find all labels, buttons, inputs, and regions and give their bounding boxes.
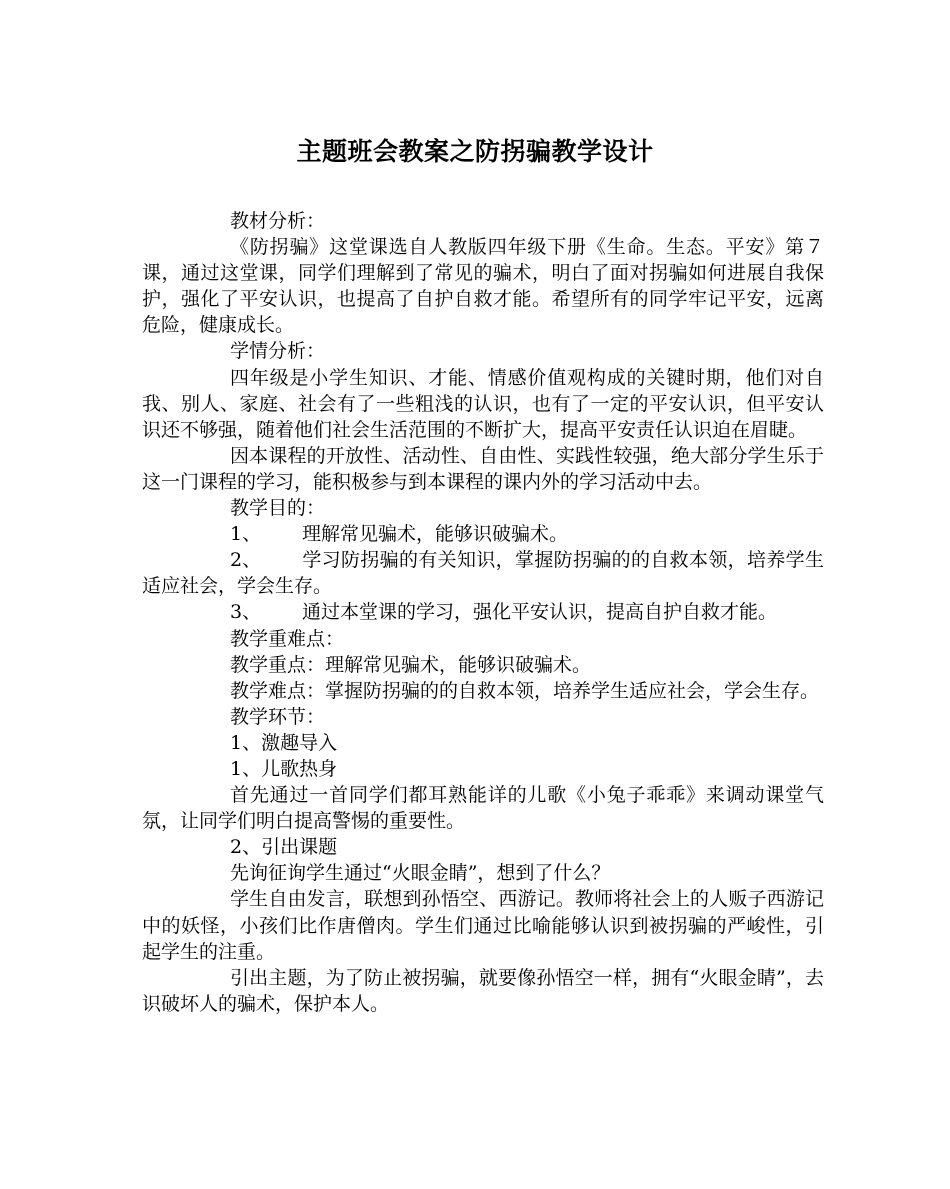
- paragraph: 教学重点：理解常见骗术，能够识破骗术。: [230, 653, 592, 676]
- paragraph: 四年级是小学生知识、才能、情感价值观构成的关键时期，他们对自我、别人、家庭、社会有了一些粗浅的认识，也有了一定的平安认识，但平安认识还不够强，随着他们社会生活范围的不断扩大，提高平安责任认识迫在眉睫。: [142, 366, 824, 441]
- section-heading: 教学重难点：: [230, 627, 345, 650]
- objective-number: 1、: [230, 523, 262, 546]
- objective-text: 理解常见骗术，能够识破骗术。: [302, 523, 569, 546]
- section-heading: 学情分析：: [230, 340, 326, 363]
- paragraph: 因本课程的开放性、活动性、自由性、实践性较强，绝大部分学生乐于这一门课程的学习，能积极参与到本课程的课内外的学习活动中去。: [142, 444, 824, 493]
- section-heading: 2、引出课题: [230, 836, 338, 859]
- document-body: [142, 208, 824, 1017]
- section-heading: 1、儿歌热身: [230, 757, 338, 780]
- objective-item: [142, 599, 824, 625]
- section-heading: 教学目的：: [230, 497, 326, 520]
- section-heading: 1、激趣导入: [230, 731, 338, 754]
- objective-text: 学习防拐骗的有关知识，掌握防拐骗的的自救本领，培养学生适应社会，学会生存。: [142, 549, 824, 598]
- document-title: 主题班会教案之防拐骗教学设计: [296, 137, 654, 166]
- paragraph: 教学难点：掌握防拐骗的的自救本领，培养学生适应社会，学会生存。: [230, 679, 820, 702]
- objective-item: [142, 547, 824, 599]
- objective-number: 3、: [230, 601, 262, 624]
- paragraph: 首先通过一首同学们都耳熟能详的儿歌《小兔子乖乖》来调动课堂气氛，让同学们明白提高警惕的重要性。: [142, 784, 824, 833]
- objective-number: 2、: [230, 549, 262, 572]
- objective-text: 通过本堂课的学习，强化平安认识，提高自护自救才能。: [302, 601, 778, 624]
- paragraph: 《防拐骗》这堂课选自人教版四年级下册《生命。生态。平安》第７课，通过这堂课，同学们理解到了常见的骗术，明白了面对拐骗如何进展自我保护，强化了平安认识，也提高了自护自救才能。希望所有的同学牢记平安，远离危险，健康成长。: [142, 236, 824, 337]
- section-heading: 教学环节：: [230, 705, 326, 728]
- paragraph: 先询征询学生通过“火眼金睛”，想到了什么？: [230, 862, 611, 885]
- section-heading: 教材分析：: [230, 210, 326, 232]
- paragraph: 引出主题，为了防止被拐骗，就要像孙悟空一样，拥有“火眼金睛”，去识破坏人的骗术，保护本人。: [142, 966, 824, 1015]
- objective-item: [142, 521, 824, 547]
- paragraph: 学生自由发言，联想到孙悟空、西游记。教师将社会上的人贩子西游记中的妖怪，小孩们比作唐僧肉。学生们通过比喻能够认识到被拐骗的严峻性，引起学生的注重。: [142, 888, 824, 963]
